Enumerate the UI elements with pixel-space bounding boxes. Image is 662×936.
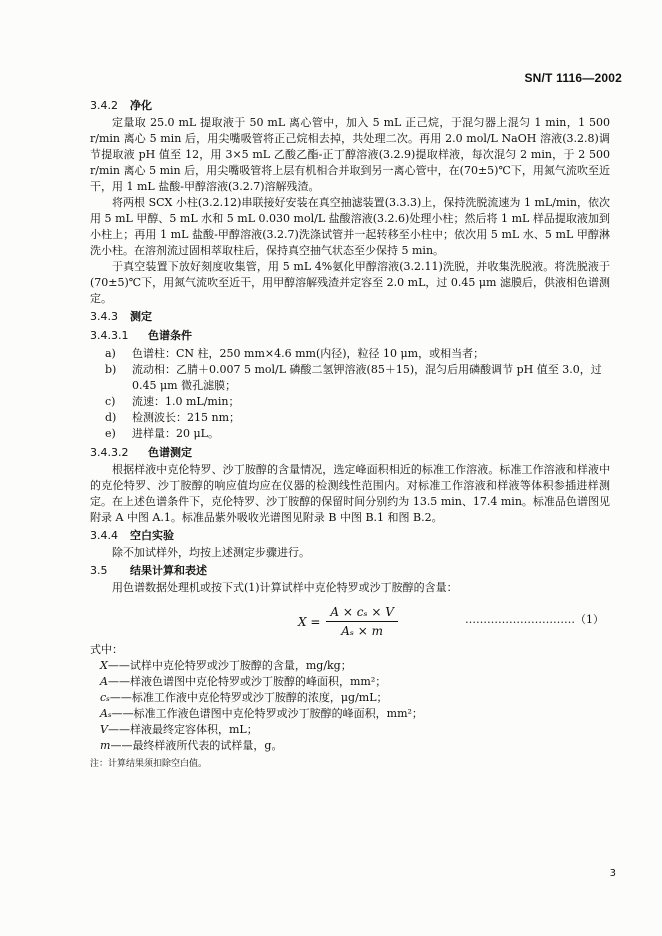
section-title: 色谱测定 bbox=[148, 446, 192, 459]
variable-definition bbox=[90, 738, 610, 754]
variable-description: ——标准工作液色谱图中克伦特罗或沙丁胺醇的峰面积，mm²； bbox=[111, 707, 423, 720]
variable-list bbox=[90, 658, 610, 754]
variable-description: ——最终样液所代表的试样量，g。 bbox=[110, 739, 283, 752]
list-text: 检测波长：215 nm； bbox=[132, 411, 241, 424]
document-body bbox=[90, 96, 610, 772]
variable-definition bbox=[90, 674, 610, 690]
section-title: 测定 bbox=[130, 310, 152, 323]
variable-symbol: cₛ bbox=[100, 691, 110, 704]
section-number: 3.4.3 bbox=[90, 310, 118, 323]
list-item bbox=[90, 394, 610, 410]
variable-symbol: X bbox=[100, 659, 108, 672]
section-title: 空白实验 bbox=[130, 529, 174, 542]
paragraph: 除不加试样外，均按上述测定步骤进行。 bbox=[112, 546, 310, 559]
section-number: 3.4.3.2 bbox=[90, 446, 129, 459]
list-text: 流动相：乙腈＋0.007 5 mol/L 磷酸二氢钾溶液(85＋15)，混匀后用磷酸调节 pH 值至 3.0，过 0.45 μm 微孔滤膜； bbox=[132, 363, 602, 392]
list-label: a) bbox=[105, 347, 116, 360]
variable-definition bbox=[90, 690, 610, 706]
chromatographic-conditions-list bbox=[90, 346, 610, 442]
section-number: 3.4.3.1 bbox=[90, 329, 129, 342]
list-label: b) bbox=[105, 363, 117, 376]
variable-symbol: Aₛ bbox=[100, 707, 112, 720]
variable-description: ——试样中克伦特罗或沙丁胺醇的含量，mg/kg； bbox=[107, 659, 352, 672]
paragraph: 定量取 25.0 mL 提取液于 50 mL 离心管中，加入 5 mL 正己烷，于混匀器上混匀 1 min，1 500 r/min 离心 5 min 后，用尖嘴吸管将正己烷相去掉，共处理二次。再用 2.0 mol/L NaOH 溶液(3.2.8)调节提取液 pH 值至 12，用 3×5 mL 乙酸乙酯-正丁醇溶液(3.2.9)提取样液，每次混匀 2 min，于 2 500 r/min 离心 5 min 后，用尖嘴吸管将上层有机相合并取到另一离心管中，在(70±5)℃下，用氮气流吹至近干，用 1 mL 盐酸-甲醇溶液(3.2.7)溶解残渣。 bbox=[90, 116, 610, 193]
list-item bbox=[90, 426, 610, 442]
formula-numerator: A × cₛ × V bbox=[326, 604, 397, 622]
section-heading-3-4-3 bbox=[90, 308, 610, 326]
list-text: 进样量：20 μL。 bbox=[132, 427, 219, 440]
variable-description: ——样液色谱图中克伦特罗或沙丁胺醇的峰面积，mm²； bbox=[107, 675, 387, 688]
variable-definition bbox=[90, 658, 610, 674]
standard-code: SN/T 1116—2002 bbox=[524, 71, 622, 85]
section-heading-3-4-3-2 bbox=[90, 444, 610, 462]
paragraph: 于真空装置下放好刻度收集管，用 5 mL 4%氨化甲醇溶液(3.2.11)洗脱，并收集洗脱液。将洗脱液于(70±5)℃下，用氮气流吹至近干，用甲醇溶解残渣并定容至 2.0 mL，过 0.45 μm 滤膜后，供液相色谱测定。 bbox=[90, 260, 610, 305]
paragraph: 用色谱数据处理机或按下式(1)计算试样中克伦特罗或沙丁胺醇的含量： bbox=[112, 581, 458, 594]
list-text: 色谱柱：CN 柱，250 mm×4.6 mm(内径)，粒径 10 μm，或相当者； bbox=[132, 347, 485, 360]
list-item bbox=[90, 410, 610, 426]
section-title: 结果计算和表述 bbox=[130, 564, 207, 577]
section-number: 3.4.2 bbox=[90, 99, 118, 112]
equation-number: …………………………（1） bbox=[465, 613, 604, 626]
formula-fraction bbox=[326, 604, 397, 639]
variable-definition bbox=[90, 706, 610, 722]
section-heading-3-4-2 bbox=[90, 97, 610, 115]
where-label: 式中： bbox=[90, 643, 123, 656]
list-label: d) bbox=[105, 411, 117, 424]
variable-symbol: V bbox=[100, 723, 108, 736]
section-title: 净化 bbox=[130, 99, 152, 112]
section-number: 3.4.4 bbox=[90, 529, 118, 542]
variable-definition bbox=[90, 722, 610, 738]
page-number: 3 bbox=[609, 868, 616, 879]
list-text: 流速：1.0 mL/min； bbox=[132, 395, 240, 408]
formula-lhs: X = bbox=[298, 614, 321, 629]
formula-1 bbox=[90, 600, 610, 640]
calculation-note: 注：计算结果须扣除空白值。 bbox=[90, 759, 208, 769]
list-label: c) bbox=[105, 395, 116, 408]
list-item bbox=[90, 346, 610, 362]
formula-expression bbox=[298, 604, 398, 639]
section-heading-3-4-4 bbox=[90, 527, 610, 545]
list-item bbox=[90, 362, 610, 394]
paragraph: 根据样液中克伦特罗、沙丁胺醇的含量情况，选定峰面积相近的标准工作溶液。标准工作溶液和样液中的克伦特罗、沙丁胺醇的响应值均应在仪器的检测线性范围内。对标准工作溶液和样液等体积参插进样测定。在上述色谱条件下，克伦特罗、沙丁胺醇的保留时间分别约为 13.5 min、17.4 min。标准品色谱图见附录 A 中图 A.1。标准品紫外吸收光谱图见附录 B 中图 B.1 和图 B.2。 bbox=[90, 463, 610, 524]
formula-denominator: Aₛ × m bbox=[341, 624, 384, 638]
section-title: 色谱条件 bbox=[148, 329, 192, 342]
section-number: 3.5 bbox=[90, 564, 108, 577]
variable-symbol: A bbox=[100, 675, 108, 688]
variable-description: ——标准工作液中克伦特罗或沙丁胺醇的浓度，μg/mL； bbox=[109, 691, 388, 704]
paragraph: 将两根 SCX 小柱(3.2.12)串联接好安装在真空抽滤装置(3.3.3)上，保持洗脱流速为 1 mL/min，依次用 5 mL 甲醇、5 mL 水和 5 mL 0.030 mol/L 盐酸溶液(3.2.6)处理小柱；然后将 1 mL 样品提取液加到小柱上；再用 1 mL 盐酸-甲醇溶液(3.2.7)洗涤试管并一起转移至小柱中；依次用 5 mL 水、5 mL 甲醇淋洗小柱。在溶剂流过固相萃取柱后，保持真空抽气状态至少保持 5 min。 bbox=[90, 196, 610, 257]
section-heading-3-5 bbox=[90, 562, 610, 580]
list-label: e) bbox=[105, 427, 116, 440]
variable-symbol: m bbox=[100, 739, 111, 752]
variable-description: ——样液最终定容体积，mL； bbox=[107, 723, 258, 736]
section-heading-3-4-3-1 bbox=[90, 327, 610, 345]
